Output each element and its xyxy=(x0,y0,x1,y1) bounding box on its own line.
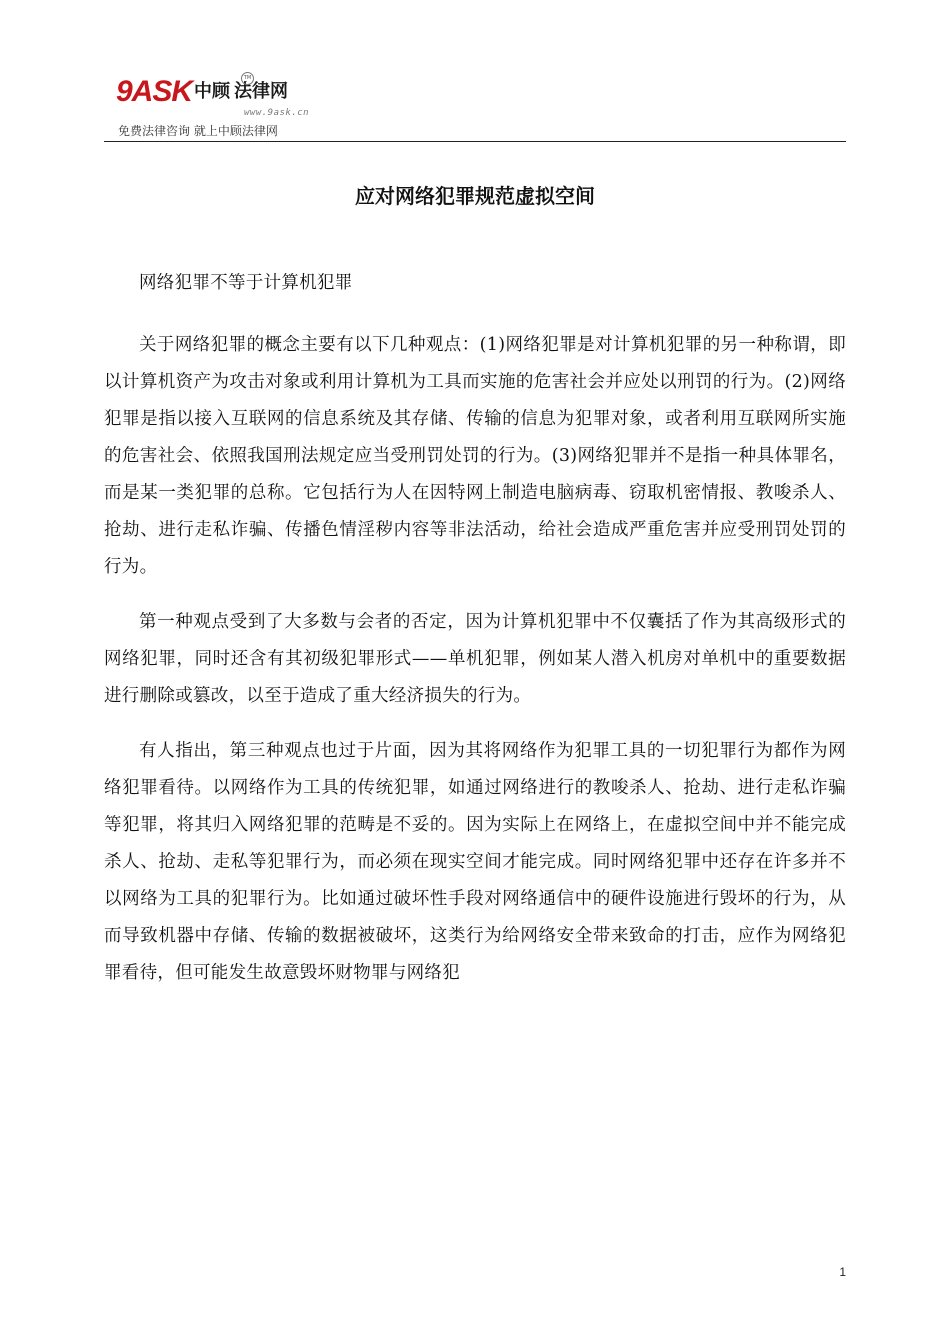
page-number: 1 xyxy=(839,1265,846,1279)
body-paragraph: 有人指出，第三种观点也过于片面，因为其将网络作为犯罪工具的一切犯罪行为都作为网络犯罪看待。以网络作为工具的传统犯罪，如通过网络进行的教唆杀人、抢劫、进行走私诈骗等犯罪，将其归入网络犯罪的范畴是不妥的。因为实际上在网络上，在虚拟空间中并不能完成杀人、抢劫、走私等犯罪行为，而必须在现实空间才能完成。同时网络犯罪中还存在许多并不以网络为工具的犯罪行为。比如通过破坏性手段对网络通信中的硬件设施进行毁坏的行为，从而导致机器中存储、传输的数据被破坏，这类行为给网络安全带来致命的打击，应作为网络犯罪看待，但可能发生故意毁坏财物罪与网络犯 xyxy=(104,741,846,983)
body-paragraph: 第一种观点受到了大多数与会者的否定，因为计算机犯罪中不仅囊括了作为其高级形式的网络犯罪，同时还含有其初级犯罪形式——单机犯罪，例如某人潜入机房对单机中的重要数据进行删除或篡改，以至于造成了重大经济损失的行为。 xyxy=(104,612,846,706)
section-heading: 网络犯罪不等于计算机犯罪 xyxy=(139,273,353,293)
site-tagline: 免费法律咨询 就上中顾法律网 xyxy=(118,124,278,138)
document-body xyxy=(104,265,846,1010)
body-paragraph: 关于网络犯罪的概念主要有以下几种观点：(1)网络犯罪是对计算机犯罪的另一种称谓，即以计算机资产为攻击对象或利用计算机为工具而实施的危害社会并应处以刑罚的行为。(2)网络犯罪是指以接入互联网的信息系统及其存储、传输的信息为犯罪对象，或者利用互联网所实施的危害社会、依照我国刑法规定应当受刑罚处罚的行为。(3)网络犯罪并不是指一种具体罪名，而是某一类犯罪的总称。它包括行为人在因特网上制造电脑病毒、窃取机密情报、教唆杀人、抢劫、进行走私诈骗、传播色情淫秽内容等非法活动，给社会造成严重危害并应受刑罚处罚的行为。 xyxy=(104,335,846,577)
logo-brand-law: 法律网 xyxy=(234,81,289,102)
site-logo[interactable] xyxy=(116,72,376,118)
logo-mark: 9ASK xyxy=(116,75,193,108)
page-header xyxy=(104,72,846,144)
trademark-icon: TM xyxy=(241,72,254,85)
document-title: 应对网络犯罪规范虚拟空间 xyxy=(355,184,595,208)
logo-brand-name: 中顾 xyxy=(194,81,231,102)
logo-url: www.9ask.cn xyxy=(244,108,310,118)
header-divider xyxy=(104,141,846,142)
